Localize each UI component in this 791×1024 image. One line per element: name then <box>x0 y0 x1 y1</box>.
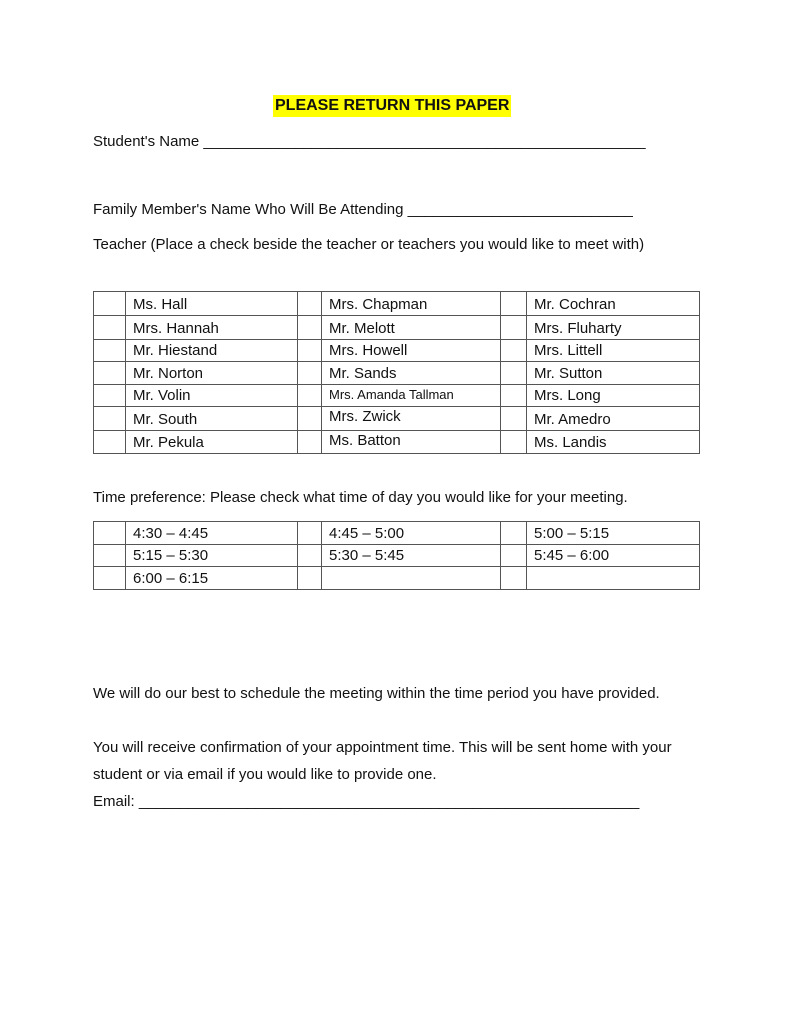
teacher-checkbox[interactable] <box>501 292 527 316</box>
time-checkbox[interactable] <box>298 567 322 590</box>
teacher-name: Ms. Landis <box>527 431 700 454</box>
teacher-checkbox[interactable] <box>501 407 527 431</box>
time-checkbox[interactable] <box>501 522 527 545</box>
teacher-name: Mr. Hiestand <box>126 340 298 362</box>
teacher-name: Mr. Cochran <box>527 292 700 316</box>
teacher-name: Mrs. Howell <box>322 340 501 362</box>
time-checkbox[interactable] <box>298 545 322 567</box>
time-slot: 5:45 – 6:00 <box>527 545 700 567</box>
teacher-checkbox[interactable] <box>298 407 322 431</box>
time-slot: 5:00 – 5:15 <box>527 522 700 545</box>
time-slot <box>322 567 501 590</box>
teacher-name: Mrs. Zwick <box>322 407 501 431</box>
time-slot: 4:45 – 5:00 <box>322 522 501 545</box>
table-row <box>94 567 700 590</box>
teacher-instruction: Teacher (Place a check beside the teacher or teachers you would like to meet with) <box>93 236 645 253</box>
time-checkbox[interactable] <box>298 522 322 545</box>
teacher-name: Mrs. Fluharty <box>527 316 700 340</box>
teacher-checkbox[interactable] <box>298 340 322 362</box>
time-checkbox[interactable] <box>501 545 527 567</box>
email-field[interactable]: Email: ____________________________________________________________ <box>93 793 640 810</box>
teacher-name: Mrs. Hannah <box>126 316 298 340</box>
time-slot: 4:30 – 4:45 <box>126 522 298 545</box>
teacher-name: Mr. Amedro <box>527 407 700 431</box>
table-row <box>94 340 700 362</box>
teacher-checkbox[interactable] <box>94 407 126 431</box>
student-name-field[interactable]: Student's Name _____________________________________________________ <box>93 133 646 150</box>
teacher-checkbox[interactable] <box>501 316 527 340</box>
teacher-checkbox[interactable] <box>501 340 527 362</box>
teacher-checkbox[interactable] <box>298 292 322 316</box>
table-row <box>94 292 700 316</box>
table-row <box>94 522 700 545</box>
teacher-checkbox[interactable] <box>94 431 126 454</box>
teacher-checkbox[interactable] <box>94 292 126 316</box>
time-checkbox[interactable] <box>94 567 126 590</box>
table-row <box>94 545 700 567</box>
table-row <box>94 407 700 431</box>
teacher-checkbox[interactable] <box>501 431 527 454</box>
teacher-name: Mr. Melott <box>322 316 501 340</box>
closing-paragraph-1: We will do our best to schedule the meeting within the time period you have provided. <box>93 685 660 702</box>
teacher-name: Mr. Sutton <box>527 362 700 385</box>
time-checkbox[interactable] <box>94 522 126 545</box>
family-member-field[interactable]: Family Member's Name Who Will Be Attending ___________________________ <box>93 201 633 218</box>
time-slot: 5:15 – 5:30 <box>126 545 298 567</box>
teacher-name: Mrs. Littell <box>527 340 700 362</box>
time-checkbox[interactable] <box>501 567 527 590</box>
time-slot: 5:30 – 5:45 <box>322 545 501 567</box>
teacher-checkbox[interactable] <box>94 340 126 362</box>
teacher-checkbox[interactable] <box>298 385 322 407</box>
teacher-name: Ms. Hall <box>126 292 298 316</box>
table-row <box>94 362 700 385</box>
teacher-checkbox[interactable] <box>501 385 527 407</box>
time-instruction: Time preference: Please check what time of day you would like for your meeting. <box>93 489 628 506</box>
teacher-checkbox[interactable] <box>94 362 126 385</box>
teacher-name: Mr. Pekula <box>126 431 298 454</box>
teacher-checkbox[interactable] <box>298 362 322 385</box>
teacher-name: Mr. South <box>126 407 298 431</box>
teacher-name: Mr. Volin <box>126 385 298 407</box>
teacher-checkbox[interactable] <box>94 316 126 340</box>
page-title: PLEASE RETURN THIS PAPER <box>273 95 511 117</box>
teacher-name: Mrs. Amanda Tallman <box>322 385 501 407</box>
time-slot: 6:00 – 6:15 <box>126 567 298 590</box>
teacher-table <box>93 291 700 454</box>
table-row <box>94 385 700 407</box>
teacher-checkbox[interactable] <box>298 316 322 340</box>
teacher-name: Mrs. Chapman <box>322 292 501 316</box>
time-table <box>93 521 700 590</box>
teacher-name: Ms. Batton <box>322 431 501 454</box>
teacher-name: Mr. Sands <box>322 362 501 385</box>
closing-paragraph-2: You will receive confirmation of your appointment time. This will be sent home with your student or via email if you would like to provide one. <box>93 739 672 783</box>
teacher-name: Mr. Norton <box>126 362 298 385</box>
teacher-name: Mrs. Long <box>527 385 700 407</box>
teacher-checkbox[interactable] <box>94 385 126 407</box>
teacher-checkbox[interactable] <box>298 431 322 454</box>
time-slot <box>527 567 700 590</box>
table-row <box>94 431 700 454</box>
teacher-checkbox[interactable] <box>501 362 527 385</box>
time-checkbox[interactable] <box>94 545 126 567</box>
table-row <box>94 316 700 340</box>
